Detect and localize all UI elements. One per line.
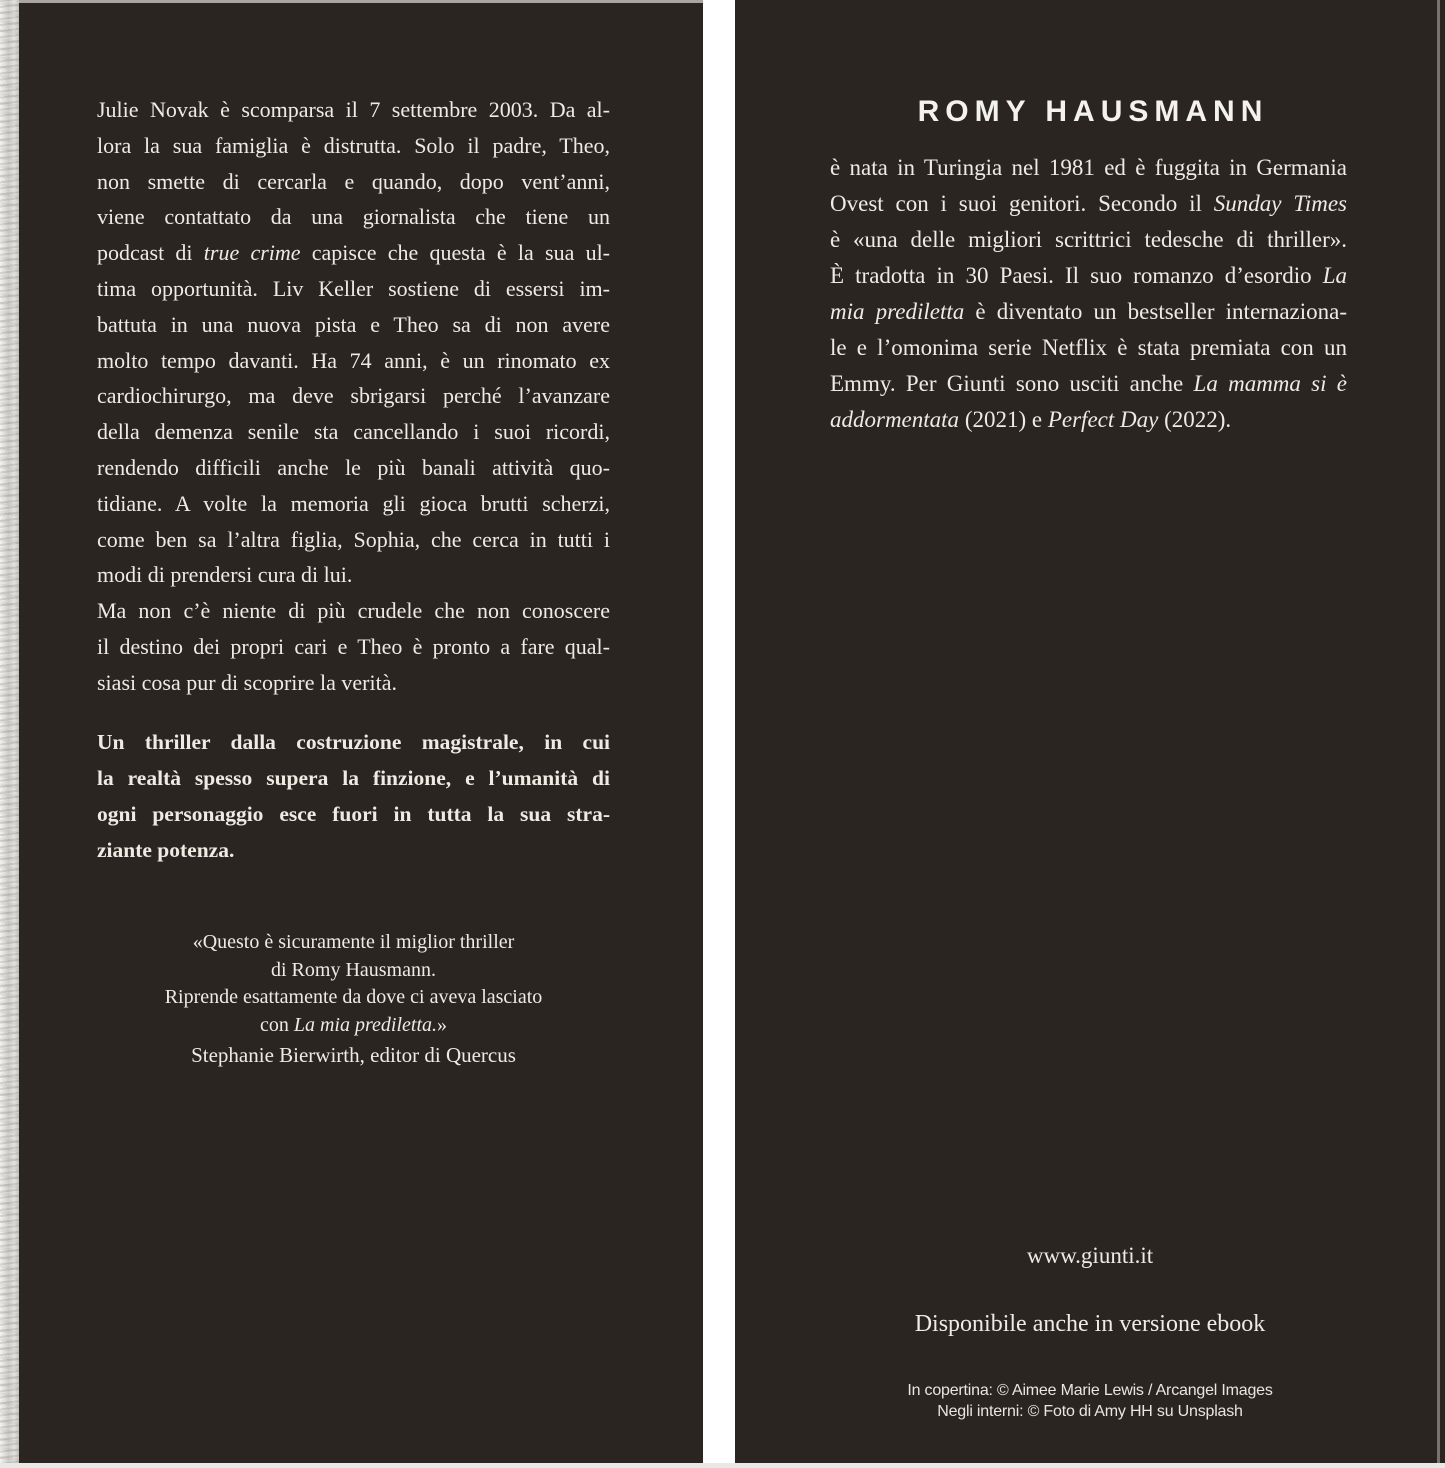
text-line: della demenza senile sta cancellando i suoi ricordi,	[97, 419, 610, 445]
text-line: È tradotta in 30 Paesi. Il suo romanzo d’esordio La	[830, 263, 1347, 288]
text-line: podcast di true crime capisce che questa è la sua ul-	[97, 240, 611, 266]
text-line: con La mia prediletta.»	[259, 1013, 448, 1036]
left-flap	[19, 0, 703, 1468]
synopsis-text	[97, 92, 610, 701]
text-line: le e l’omonima serie Netflix è stata premiata con un	[830, 335, 1347, 360]
text-line: molto tempo davanti. Ha 74 anni, è un rinomato ex	[97, 347, 610, 373]
text-line: «Questo è sicuramente il miglior thriller	[192, 931, 515, 953]
text-line: Ovest con i suoi genitori. Secondo il Sunday Times	[830, 191, 1347, 216]
text-line: battuta in una nuova pista e Theo sa di non avere	[97, 311, 610, 337]
jacket-paper-edge	[0, 0, 19, 1468]
text-line: tima opportunità. Liv Keller sostiene di essersi im-	[97, 275, 610, 301]
text-line: addormentata (2021) e Perfect Day (2022).	[830, 407, 1232, 432]
text-line: ziante potenza.	[97, 838, 235, 862]
text-line: Un thriller dalla costruzione magistrale, in cui	[97, 730, 610, 754]
right-flap	[735, 0, 1445, 1468]
text-line: la realtà spesso supera la finzione, e l’umanità di	[97, 766, 610, 790]
author-name: ROMY HAUSMANN	[917, 95, 1269, 128]
text-line: tidiane. A volte la memoria gli gioca brutti scherzi,	[97, 490, 610, 516]
ebook-availability-note: Disponibile anche in versione ebook	[914, 1311, 1266, 1337]
quote-attribution: Stephanie Bierwirth, editor di Quercus	[191, 1043, 516, 1067]
text-line: rendendo difficili anche le più banali attività quo-	[97, 454, 610, 480]
text-line: mia prediletta è diventato un bestseller internaziona-	[830, 299, 1347, 324]
jacket-bottom-edge	[0, 1463, 1445, 1468]
text-line: è «una delle migliori scrittrici tedesche di thriller».	[830, 227, 1347, 252]
text-line: Riprende esattamente da dove ci aveva lasciato	[164, 986, 543, 1008]
text-line: lora la sua famiglia è distrutta. Solo il padre, Theo,	[97, 132, 610, 158]
publisher-website: www.giunti.it	[1026, 1243, 1154, 1268]
text-line: come ben sa l’altra figlia, Sophia, che cerca in tutti i	[97, 526, 610, 552]
text-line: di Romy Hausmann.	[271, 958, 436, 981]
credit-line-cover: In copertina: © Aimee Marie Lewis / Arcangel Images	[907, 1382, 1273, 1399]
text-line: Emmy. Per Giunti sono usciti anche La mamma si è	[830, 371, 1347, 396]
highlight-text	[97, 724, 610, 868]
text-line: non smette di cercarla e quando, dopo vent’anni,	[97, 168, 610, 194]
text-line: Ma non c’è niente di più crudele che non conoscere	[97, 598, 610, 624]
text-line: cardiochirurgo, ma deve sbrigarsi perché l’avanzare	[97, 383, 610, 409]
text-line: modi di prendersi cura di lui.	[97, 562, 353, 588]
text-line: viene contattato da una giornalista che tiene un	[97, 204, 610, 230]
author-bio	[830, 150, 1347, 438]
credit-line-interior: Negli interni: © Foto di Amy HH su Unsplash	[937, 1403, 1243, 1420]
text-line: il destino dei propri cari e Theo è pronto a fare qual-	[97, 633, 610, 659]
text-line: siasi cosa pur di scoprire la verità.	[97, 669, 397, 695]
review-quote	[97, 929, 610, 1039]
text-line: è nata in Turingia nel 1981 ed è fuggita in Germania	[830, 155, 1347, 180]
photo-credits	[735, 1380, 1445, 1422]
text-line: Julie Novak è scomparsa il 7 settembre 2003. Da al-	[97, 97, 610, 122]
text-line: ogni personaggio esce fuori in tutta la sua stra-	[97, 802, 610, 826]
